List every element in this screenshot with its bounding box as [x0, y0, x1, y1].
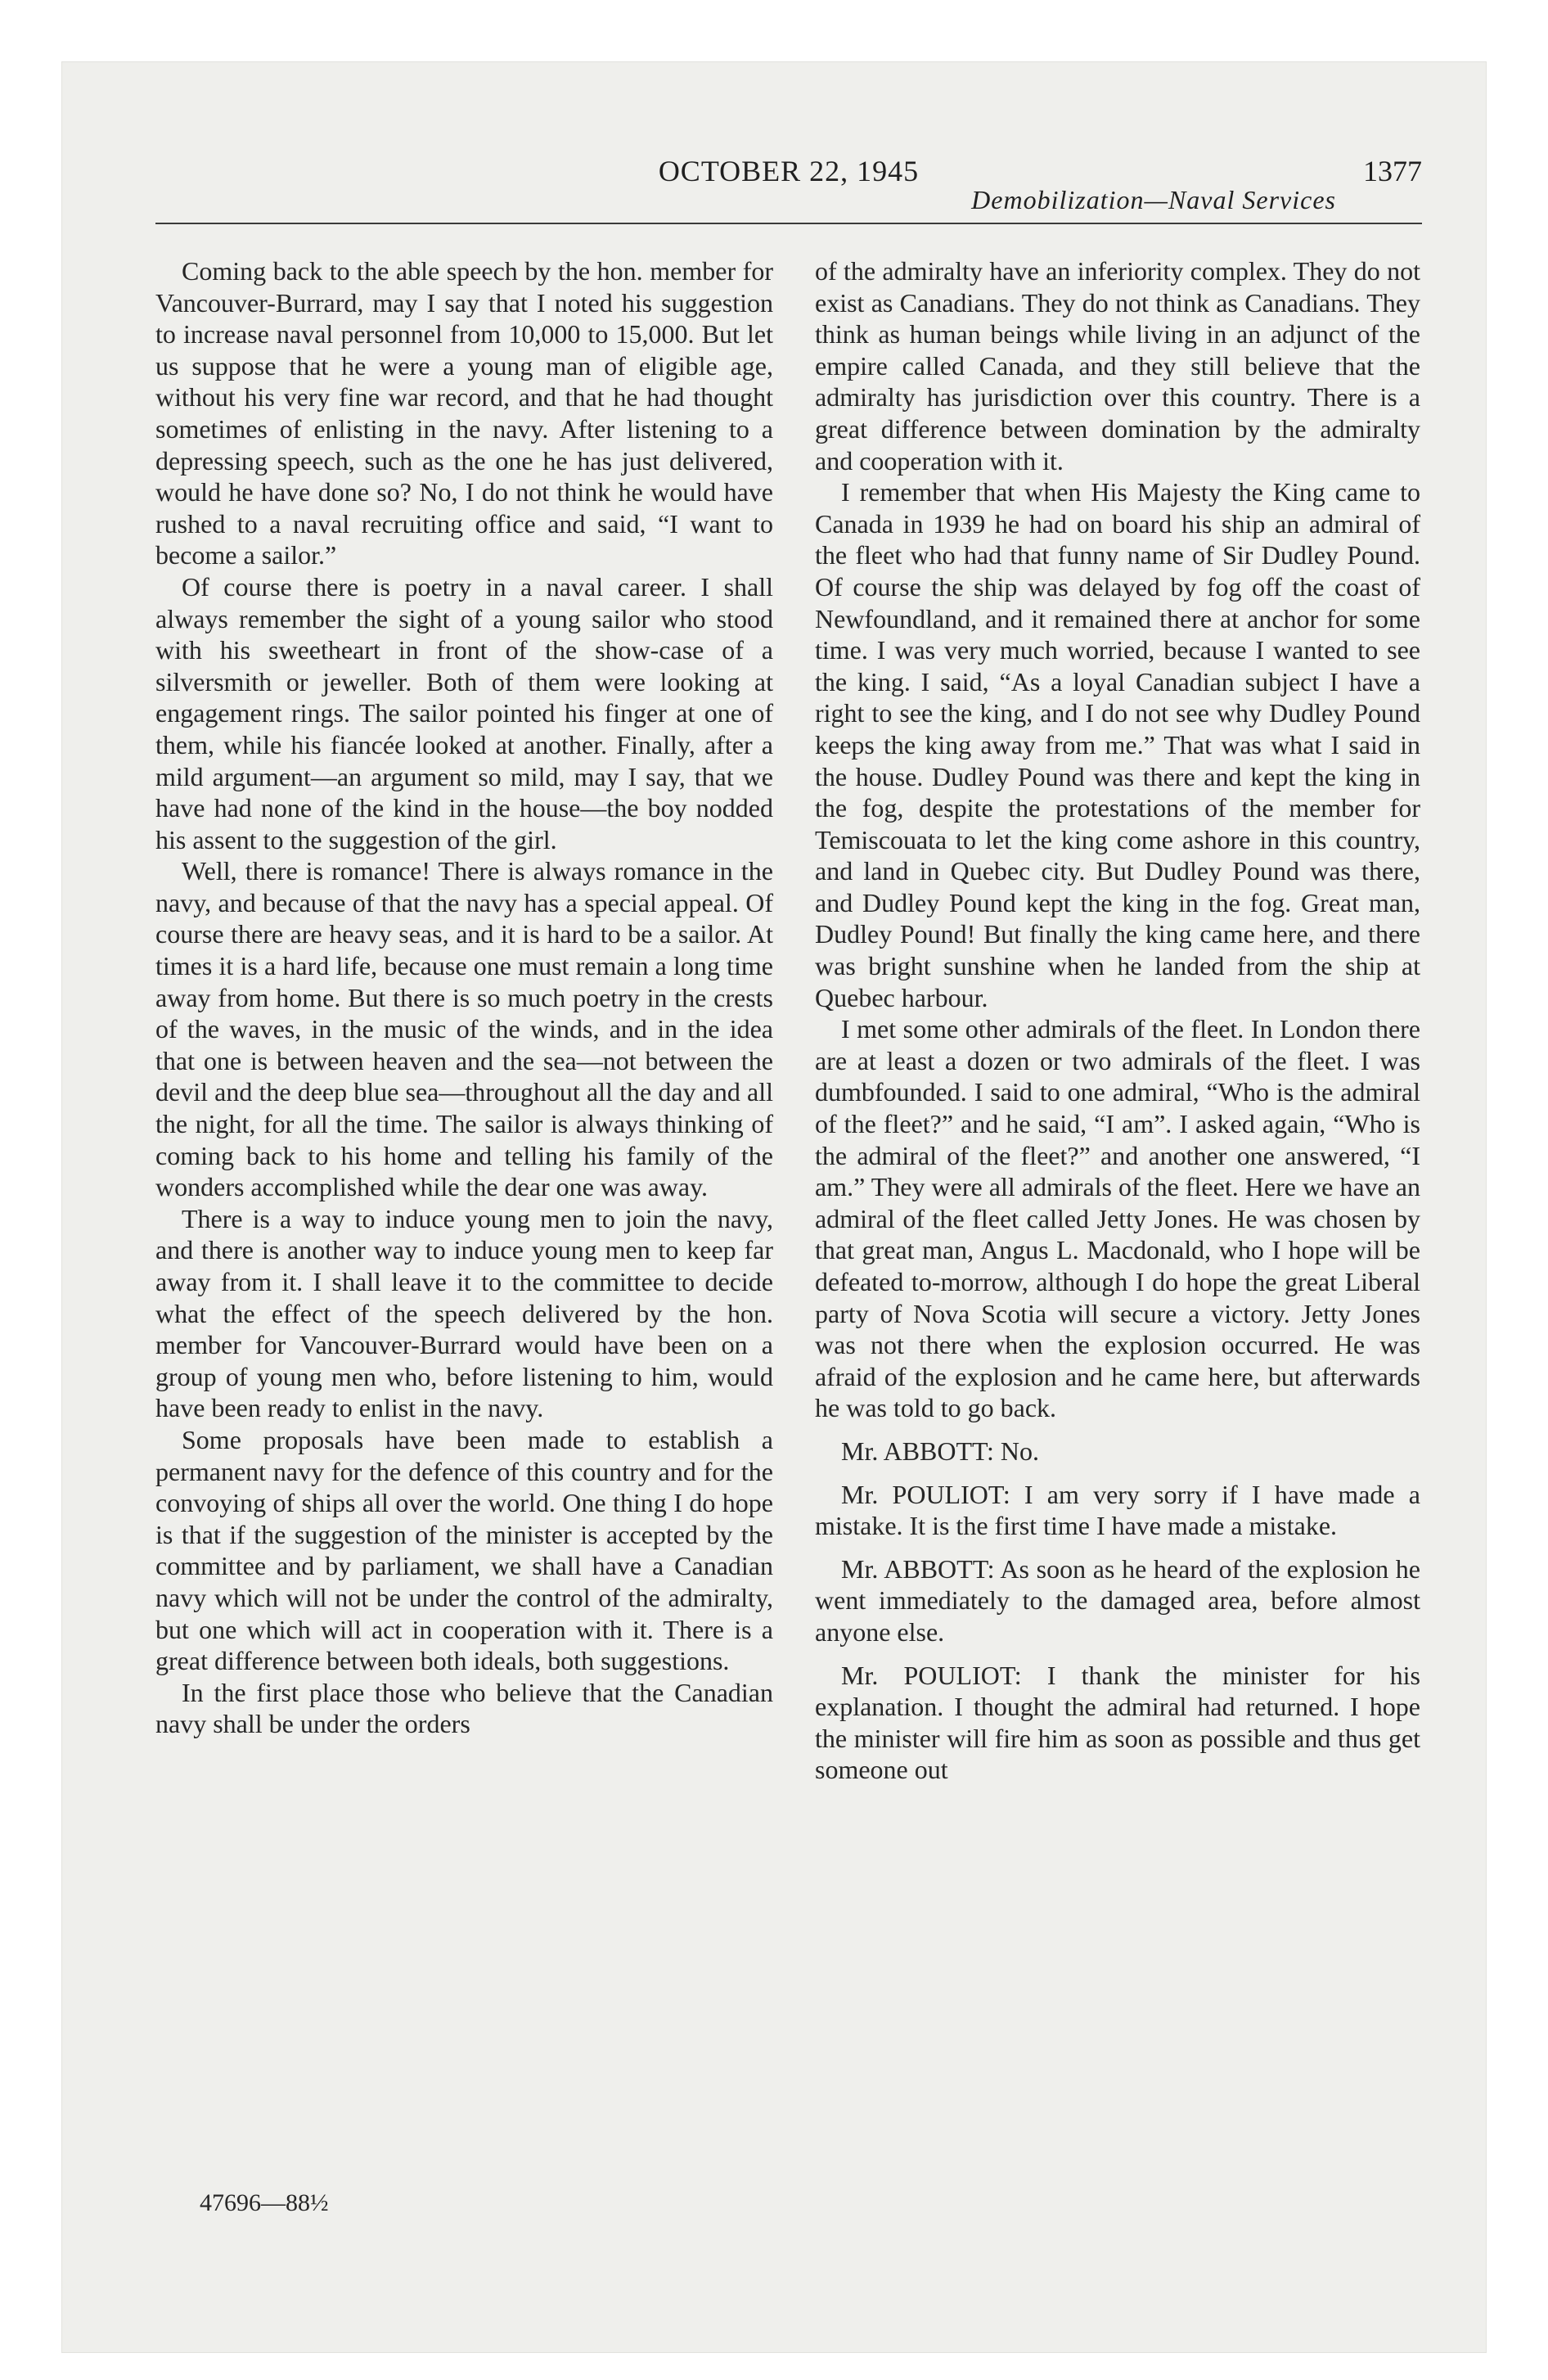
header-date: OCTOBER 22, 1945	[658, 155, 920, 187]
paragraph: Some proposals have been made to establish a permanent navy for the defence of this country and for the convoying of ships all over the world. One thing I do hope is that if the suggestion of the minister is accepted by the committee and by parliament, we shall have a Canadian navy which will not be under the control of the admiralty, but one which will act in cooperation with it. There is a great difference between both ideals, both suggestions.	[155, 1424, 773, 1676]
speaker-paragraph: Mr. POULIOT: I thank the minister for his explanation. I thought the admiral had returned. I hope the minister will fire him as soon as possible and thus get someone out	[815, 1660, 1420, 1785]
footer-signature: 47696—88½	[200, 2189, 329, 2216]
speaker-paragraph: Mr. ABBOTT: As soon as he heard of the explosion he went immediately to the damaged area, before almost anyone else.	[815, 1553, 1420, 1647]
section-title: Demobilization—Naval Services	[971, 185, 1336, 214]
right-column	[815, 255, 1420, 1786]
header-rule	[155, 223, 1422, 224]
paragraph: Well, there is romance! There is always romance in the navy, and because of that the navy has a special appeal. Of course there are heavy seas, and it is hard to be a sailor. At times it is a hard life, because one must remain a long time away from home. But there is so much poetry in the crests of the waves, in the music of the winds, and in the idea that one is between heaven and the sea—not between the devil and the deep blue sea—throughout all the day and all the night, for all the time. The sailor is always thinking of coming back to his home and telling his family of the wonders accomplished while the dear one was away.	[155, 856, 773, 1202]
paragraph: I met some other admirals of the fleet. In London there are at least a dozen or two admirals of the fleet. I was dumbfounded. I said to one admiral, “Who is the admiral of the fleet?” and he said, “I am”. I asked again, “Who is the admiral of the fleet?” and another one answered, “I am.” They were all admirals of the fleet. Here we have an admiral of the fleet called Jetty Jones. He was chosen by that great man, Angus L. Macdonald, who I hope will be defeated to-morrow, although I do hope the great Liberal party of Nova Scotia will secure a victory. Jetty Jones was not there when the explosion occurred. He was afraid of the explosion and he came here, but afterwards he was told to go back.	[815, 1014, 1420, 1423]
left-column	[155, 255, 773, 1740]
paragraph-continued: of the admiralty have an inferiority complex. They do not exist as Canadians. They do not think as Canadians. They think as human beings while living in an adjunct of the empire called Canada, and they still believe that the admiralty has jurisdiction over this country. There is a great difference between domination by the admiralty and cooperation with it.	[815, 256, 1420, 476]
paragraph: Of course there is poetry in a naval career. I shall always remember the sight of a young sailor who stood with his sweetheart in front of the show-case of a silversmith or jeweller. Both of them were looking at engagement rings. The sailor pointed his finger at one of them, while his fiancée looked at another. Finally, after a mild argument—an argument so mild, may I say, that we have had none of the kind in the house—the boy nodded his assent to the suggestion of the girl.	[155, 571, 773, 854]
speaker-paragraph: Mr. ABBOTT: No.	[841, 1436, 1039, 1466]
paragraph: I remember that when His Majesty the King came to Canada in 1939 he had on board his ship an admiral of the fleet who had that funny name of Sir Dudley Pound. Of course the ship was delayed by fog off the coast of Newfoundland, and it remained there at anchor for some time. I was very much worried, because I wanted to see the king. I said, “As a loyal Canadian subject I have a right to see the king, and I do not see why Dudley Pound keeps the king away from me.” That was what I said in the house. Dudley Pound was there and kept the king in the fog, despite the protestations of the member for Temiscouata to let the king come ashore in this country, and land in Quebec city. But Dudley Pound was there, and Dudley Pound kept the king in the fog. Great man, Dudley Pound! But finally the king came here, and there was bright sunshine when he landed from the ship at Quebec harbour.	[815, 477, 1420, 1012]
speaker-paragraph: Mr. POULIOT: I am very sorry if I have made a mistake. It is the first time I have made a mistake.	[815, 1479, 1420, 1541]
paragraph: Coming back to the able speech by the hon. member for Vancouver-Burrard, may I say that I noted his suggestion to increase naval personnel from 10,000 to 15,000. But let us suppose that he were a young man of eligible age, without his very fine war record, and that he had thought sometimes of enlisting in the navy. After listening to a depressing speech, such as the one he has just delivered, would he have done so? No, I do not think he would have rushed to a naval recruiting office and said, “I want to become a sailor.”	[155, 256, 773, 570]
page-header	[155, 154, 1422, 219]
page-number: 1377	[1363, 155, 1422, 187]
paragraph: In the first place those who believe that the Canadian navy shall be under the orders	[155, 1677, 773, 1739]
paragraph: There is a way to induce young men to join the navy, and there is another way to induce young men to keep far away from it. I shall leave it to the committee to decide what the effect of the speech delivered by the hon. member for Vancouver-Burrard would have been on a group of young men who, before listening to him, would have been ready to enlist in the navy.	[155, 1203, 773, 1423]
